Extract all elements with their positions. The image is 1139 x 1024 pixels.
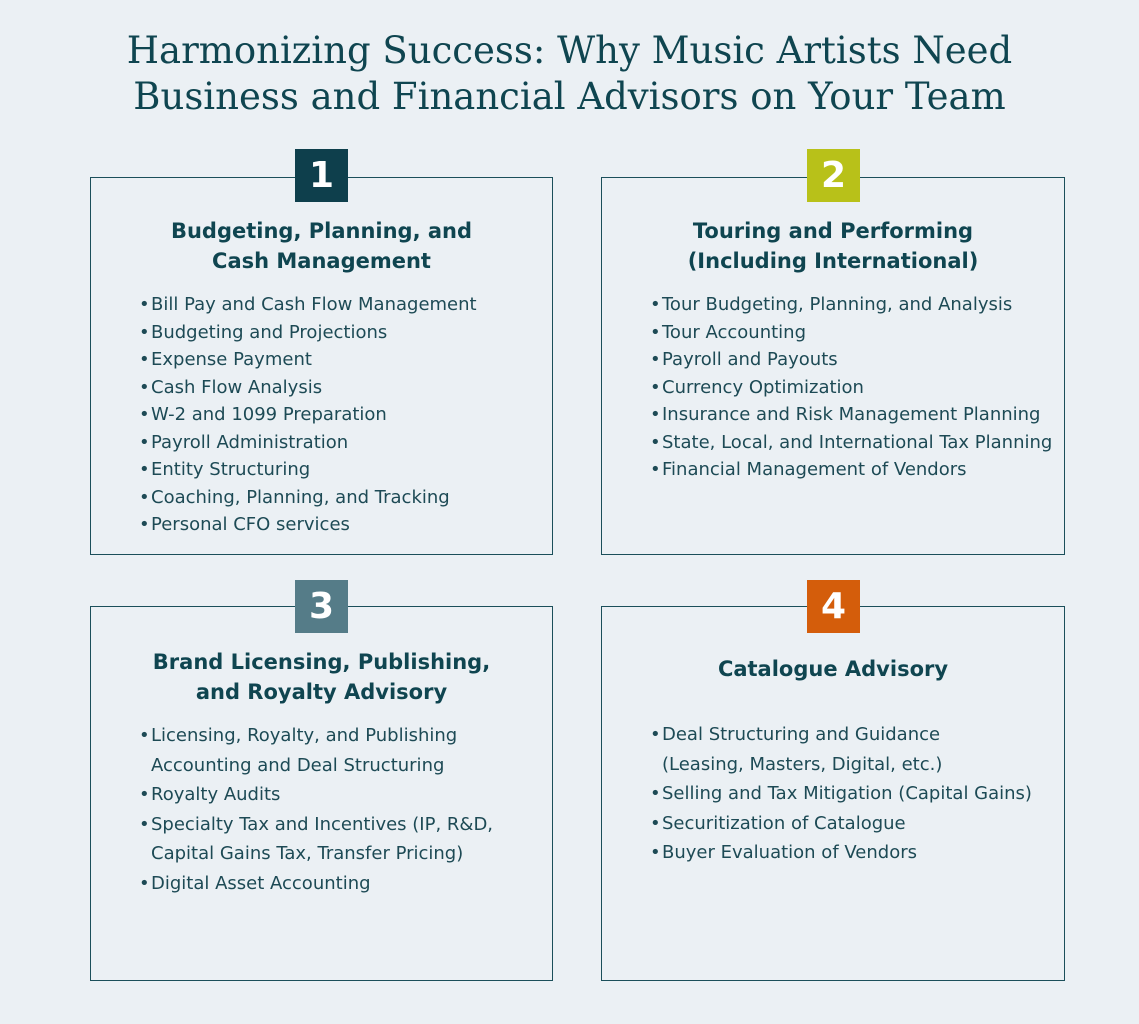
list-item: • Cash Flow Analysis xyxy=(139,374,477,402)
number-badge-4: 4 xyxy=(807,580,860,633)
number-badge-2: 2 xyxy=(807,149,860,202)
title-line-1: Harmonizing Success: Why Music Artists Need xyxy=(126,29,1013,72)
card-title-line: Touring and Performing xyxy=(692,219,974,243)
item-list xyxy=(650,291,1052,484)
list-item: • Specialty Tax and Incentives (IP, R&D, Capital Gains Tax, Transfer Pricing) xyxy=(139,810,493,869)
card-title xyxy=(91,216,552,276)
list-item: • W-2 and 1099 Preparation xyxy=(139,401,477,429)
list-item: • Licensing, Royalty, and Publishing Accounting and Deal Structuring xyxy=(139,721,493,780)
card-title xyxy=(602,216,1064,276)
list-item: • Entity Structuring xyxy=(139,456,477,484)
title-line-2: Business and Financial Advisors on Your Team xyxy=(133,75,1006,118)
list-item: • Buyer Evaluation of Vendors xyxy=(650,838,1032,868)
list-item: • Currency Optimization xyxy=(650,374,1052,402)
list-item: • Personal CFO services xyxy=(139,511,477,539)
list-item: • Insurance and Risk Management Planning xyxy=(650,401,1052,429)
card-title-line: Budgeting, Planning, and xyxy=(170,219,473,243)
item-list xyxy=(139,291,477,539)
list-item: • Coaching, Planning, and Tracking xyxy=(139,484,477,512)
card-touring xyxy=(601,177,1065,555)
card-title xyxy=(602,654,1064,684)
list-item: • Securitization of Catalogue xyxy=(650,809,1032,839)
item-list xyxy=(139,721,493,898)
list-item: • State, Local, and International Tax Planning xyxy=(650,429,1052,457)
list-item: • Royalty Audits xyxy=(139,780,493,810)
card-brand-licensing xyxy=(90,606,553,981)
item-list xyxy=(650,720,1032,868)
list-item: • Digital Asset Accounting xyxy=(139,869,493,899)
card-title-line: (Including International) xyxy=(687,249,979,273)
list-item: • Bill Pay and Cash Flow Management xyxy=(139,291,477,319)
list-item: • Deal Structuring and Guidance (Leasing, Masters, Digital, etc.) xyxy=(650,720,1032,779)
list-item: • Financial Management of Vendors xyxy=(650,456,1052,484)
number-badge-3: 3 xyxy=(295,580,348,633)
card-title-line: and Royalty Advisory xyxy=(195,680,448,704)
card-title-line: Brand Licensing, Publishing, xyxy=(152,650,491,674)
card-catalogue xyxy=(601,606,1065,981)
number-badge-1: 1 xyxy=(295,149,348,202)
list-item: • Payroll and Payouts xyxy=(650,346,1052,374)
list-item: • Selling and Tax Mitigation (Capital Gains) xyxy=(650,779,1032,809)
list-item: • Payroll Administration xyxy=(139,429,477,457)
list-item: • Tour Accounting xyxy=(650,319,1052,347)
list-item: • Expense Payment xyxy=(139,346,477,374)
list-item: • Budgeting and Projections xyxy=(139,319,477,347)
card-title-line: Cash Management xyxy=(212,249,431,273)
card-title-line: Catalogue Advisory xyxy=(717,657,949,681)
page-title xyxy=(0,28,1139,120)
list-item: • Tour Budgeting, Planning, and Analysis xyxy=(650,291,1052,319)
card-budgeting xyxy=(90,177,553,555)
card-title xyxy=(91,647,552,707)
